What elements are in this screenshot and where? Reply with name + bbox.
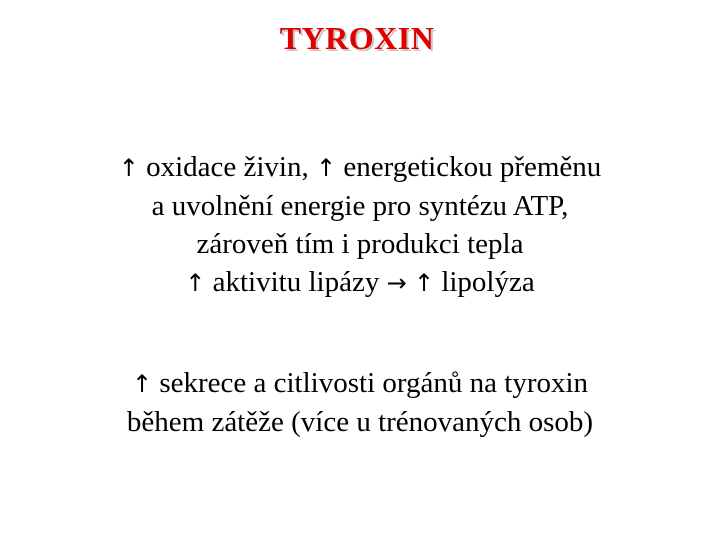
arrow-up-icon: ↑ [118, 154, 139, 182]
effects-line-3: zároveň tím i produkci tepla [196, 228, 524, 260]
lipase-text: aktivitu lipázy [212, 266, 380, 298]
secretion-line-1 [0, 364, 720, 403]
oxidation-text: oxidace živin, [146, 151, 309, 183]
arrow-up-icon: ↑ [131, 370, 153, 398]
conversion-text: energetickou přeměnu [343, 151, 602, 183]
arrow-up-icon: ↑ [185, 269, 206, 297]
arrow-up-icon: ↑ [315, 154, 337, 182]
arrow-up-icon: ↑ [413, 269, 435, 297]
effects-line-4 [0, 263, 720, 302]
lipolysis-text: lipolýza [441, 266, 535, 298]
effects-line-2: a uvolnění energie pro syntézu ATP, [151, 190, 569, 222]
secretion-block [0, 364, 720, 441]
secretion-line-2: během zátěže (více u trénovaných osob) [126, 406, 594, 438]
secretion-text: sekrece a citlivosti orgánů na tyroxin [159, 367, 589, 399]
effects-line-1 [0, 148, 720, 187]
effects-block [0, 148, 720, 302]
arrow-right-icon: → [386, 269, 407, 297]
slide-title: TYROXIN [279, 20, 435, 56]
